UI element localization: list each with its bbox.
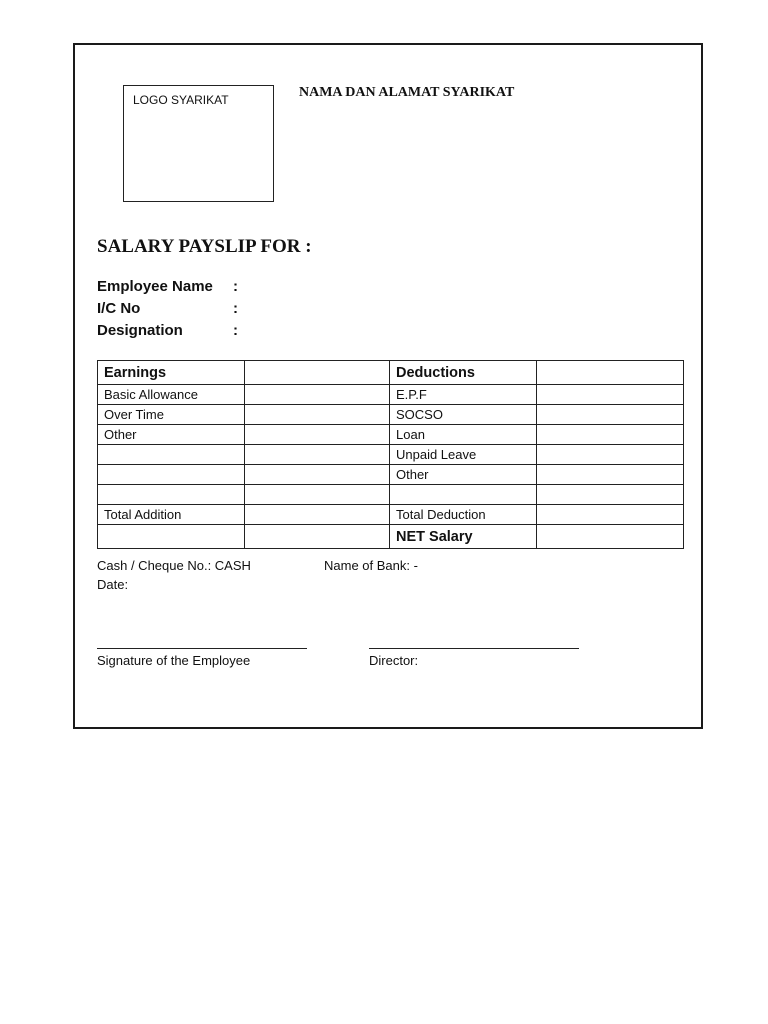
deductions-header: Deductions — [390, 361, 537, 385]
deduction-amount — [537, 405, 684, 425]
earning-label: Basic Allowance — [98, 385, 245, 405]
table-header-row — [98, 361, 684, 385]
deduction-label — [390, 485, 537, 505]
earning-amount — [245, 385, 390, 405]
logo-placeholder-text: LOGO SYARIKAT — [133, 93, 229, 107]
bank-name-text: Name of Bank: - — [324, 558, 418, 573]
cash-cheque-text: Cash / Cheque No.: CASH — [97, 558, 251, 573]
deduction-amount — [537, 445, 684, 465]
director-signature-label: Director: — [369, 653, 419, 668]
total-deduction-amount — [537, 505, 684, 525]
company-name-address: NAMA DAN ALAMAT SYARIKAT — [299, 85, 515, 100]
earning-label — [98, 485, 245, 505]
earning-amount — [245, 425, 390, 445]
table-row — [98, 405, 684, 425]
table-row-totals — [98, 505, 684, 525]
table-row — [98, 485, 684, 505]
ic-no-row — [97, 300, 238, 317]
net-empty-cell — [98, 525, 245, 549]
ic-no-label: I/C No — [97, 300, 141, 317]
table-row — [98, 465, 684, 485]
employee-signature-label: Signature of the Employee — [97, 653, 251, 668]
deduction-amount — [537, 385, 684, 405]
deduction-label: Unpaid Leave — [390, 445, 537, 465]
earning-amount — [245, 405, 390, 425]
designation-row — [97, 322, 238, 339]
table-row — [98, 425, 684, 445]
employee-name-colon: : — [233, 278, 238, 295]
date-text: Date: — [97, 577, 129, 592]
ic-no-colon: : — [233, 300, 238, 317]
net-salary-amount — [537, 525, 684, 549]
table-row — [98, 385, 684, 405]
payslip-title: SALARY PAYSLIP FOR : — [97, 236, 312, 257]
net-salary-label: NET Salary — [390, 525, 537, 549]
total-deduction-label: Total Deduction — [390, 505, 537, 525]
deduction-label: Loan — [390, 425, 537, 445]
deductions-amount-header — [537, 361, 684, 385]
earnings-header: Earnings — [98, 361, 245, 385]
table-row — [98, 445, 684, 465]
company-logo-placeholder — [123, 85, 274, 202]
designation-colon: : — [233, 322, 238, 339]
deduction-amount — [537, 485, 684, 505]
designation-label: Designation — [97, 322, 183, 339]
earning-amount — [245, 445, 390, 465]
deduction-label: Other — [390, 465, 537, 485]
net-empty-cell — [245, 525, 390, 549]
deduction-amount — [537, 425, 684, 445]
earning-label: Other — [98, 425, 245, 445]
earning-label — [98, 465, 245, 485]
deduction-label: E.P.F — [390, 385, 537, 405]
earning-amount — [245, 465, 390, 485]
employee-signature-line — [97, 648, 307, 649]
employee-name-row — [97, 278, 238, 295]
deduction-label: SOCSO — [390, 405, 537, 425]
deduction-amount — [537, 465, 684, 485]
director-signature-line — [369, 648, 579, 649]
employee-name-label: Employee Name — [97, 278, 213, 295]
earning-label — [98, 445, 245, 465]
earning-amount — [245, 485, 390, 505]
earnings-amount-header — [245, 361, 390, 385]
earnings-deductions-table — [97, 360, 684, 549]
total-addition-amount — [245, 505, 390, 525]
table-row-net-salary — [98, 525, 684, 549]
earning-label: Over Time — [98, 405, 245, 425]
total-addition-label: Total Addition — [98, 505, 245, 525]
